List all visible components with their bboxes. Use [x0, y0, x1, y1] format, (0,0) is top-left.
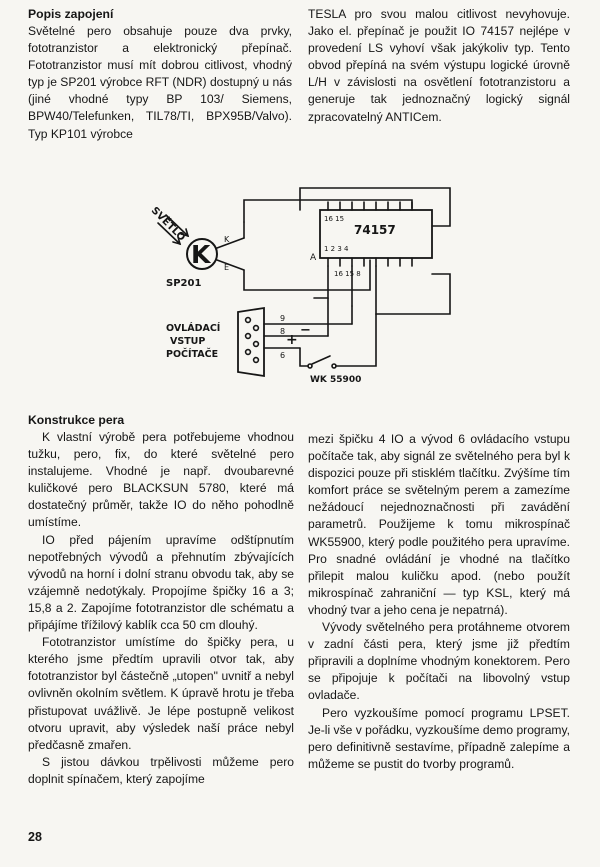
paragraph-konstrukce-4: S jistou dávkou trpělivosti můžeme pero doplnit spínačem, který zapojíme	[28, 754, 294, 786]
paragraph-popis: Světelné pero obsahuje pouze dva prvky, fototranzistor a elektronický přepínač. Fototranzistor musí mít dobrou citlivost, vhodný typ je SP201 výrobce RFT (NDR) dostupný u nás (jiné vhodné typy BP 103/ Siemens, BPW40/Telefunken, TIL78/TI, BPX95B/Valvo). Typ KP101 výrobce	[28, 24, 292, 141]
section-heading-popis: Popis zapojení	[28, 7, 114, 21]
transistor-name: SP201	[166, 278, 202, 289]
column-bottom-left	[28, 412, 294, 788]
transistor-pin-e: E	[224, 263, 230, 272]
input-label-line-3: POČÍTAČE	[166, 349, 219, 360]
circuit-schematic	[140, 178, 580, 388]
paragraph-konstrukce-2: IO před pájením upravíme odštípnutím nepotřebných vývodů a přehnutím zbývajících vývodů na horní i dolní stranu obvodu tak, aby se vzájemně nedotýkaly. Propojíme špičky 16 a 3; 15,8 a 2. Zapojíme fototranzistor dle schématu a připájíme třížilový kablík cca 50 cm dlouhý.	[28, 532, 294, 633]
input-label-line-1: OVLÁDACÍ	[166, 323, 221, 334]
page-number: 28	[28, 830, 42, 844]
connector-pin-8: 8	[280, 327, 286, 336]
column-top-right	[308, 6, 570, 126]
paragraph-konstrukce-3: Fototranzistor umístíme do špičky pera, u kterého jsme předtím upravili otvor tak, aby fototranzistor byl částečně „utopen" uvnitř a nebyl ovlivněn okolním světlem. K úpravě hrotu je třeba přistupovat uvážlivě. Je lépe postupně velikost otvoru upravit, aby výsledek naší práce nebyl předčasně zmařen.	[28, 635, 294, 752]
transistor-pin-k: K	[224, 235, 230, 244]
joystick-connector-icon	[238, 308, 264, 376]
input-label-line-2: VSTUP	[170, 336, 206, 347]
connector-pin-9: 9	[280, 314, 286, 323]
column-top-left	[28, 6, 292, 143]
ic-pin-a: A	[310, 253, 317, 263]
paragraph-konstrukce-5: mezi špičku 4 IO a vývod 6 ovládacího vstupu počítače tak, aby signál ze světelného pera byl k dispozici pouze při stisklém tlačítku. Zvýšíme tím komfort práce se světelným perem a zamezíme nežádoucí nejednoznačnosti při zavádění parametrů. Použijeme k tomu mikrospínač WK55900, který podle použitého pera upravíme. Pro snadné ovládání je vhodné na tlačítko přilepit malou kuličku apod. (nebo použít mikrospínač zahraniční — typ KSL, který má vhodný tvar a jeho cena je nepatrná).	[308, 432, 570, 617]
section-heading-konstrukce: Konstrukce pera	[28, 413, 125, 427]
paragraph-konstrukce-7: Pero vyzkoušíme pomocí programu LPSET. Je-li vše v pořádku, vyzkoušíme demo programy, pero definitivně sestavíme, případně zalepíme a můžeme se pustit do tvorby programů.	[308, 705, 570, 771]
ic-pins-bottom: 1 2 3 4	[324, 245, 349, 253]
connector-pin-6: 6	[280, 351, 286, 360]
column-bottom-right	[308, 431, 570, 773]
ic-name: 74157	[354, 223, 396, 237]
light-label: SVĚTLO	[148, 205, 188, 244]
paragraph-konstrukce-6: Vývody světelného pera protáhneme otvorem v zadní části pera, který jsme již předtím připravili a doplníme vhodným konektorem. Pero se připojuje k počítači na libovolný vstup ovladače.	[308, 620, 570, 703]
connector-plus: +	[286, 332, 298, 348]
ic-pin-bottom-numbers: 16 15 8	[334, 270, 361, 278]
microswitch-icon	[300, 314, 376, 368]
transistor-symbol: K	[191, 240, 211, 269]
ic-pins-top: 16 15	[324, 215, 345, 223]
connector-minus: −	[300, 323, 311, 338]
switch-name: WK 55900	[310, 375, 362, 385]
paragraph-konstrukce-1: K vlastní výrobě pera potřebujeme vhodnou tužku, pero, fix, do které světelné pero instalujeme. Vhodné je např. dvoubarevné kuličkové pero BLACKSUN 5780, které má dostatečný průměr, takže IO do něho pohodlně umístíme.	[28, 430, 294, 530]
paragraph-popis-continued: TESLA pro svou malou citlivost nevyhovuje. Jako el. přepínač je použit IO 74157 nejlépe v provedení LS vyhoví však jakýkoliv typ. Tento obvod přepíná na svém výstupu logické úrovně L/H v závislosti na osvětlení fototranzistoru a generuje tak jednoznačný logický signál zpracovatelný ANTICem.	[308, 7, 570, 124]
